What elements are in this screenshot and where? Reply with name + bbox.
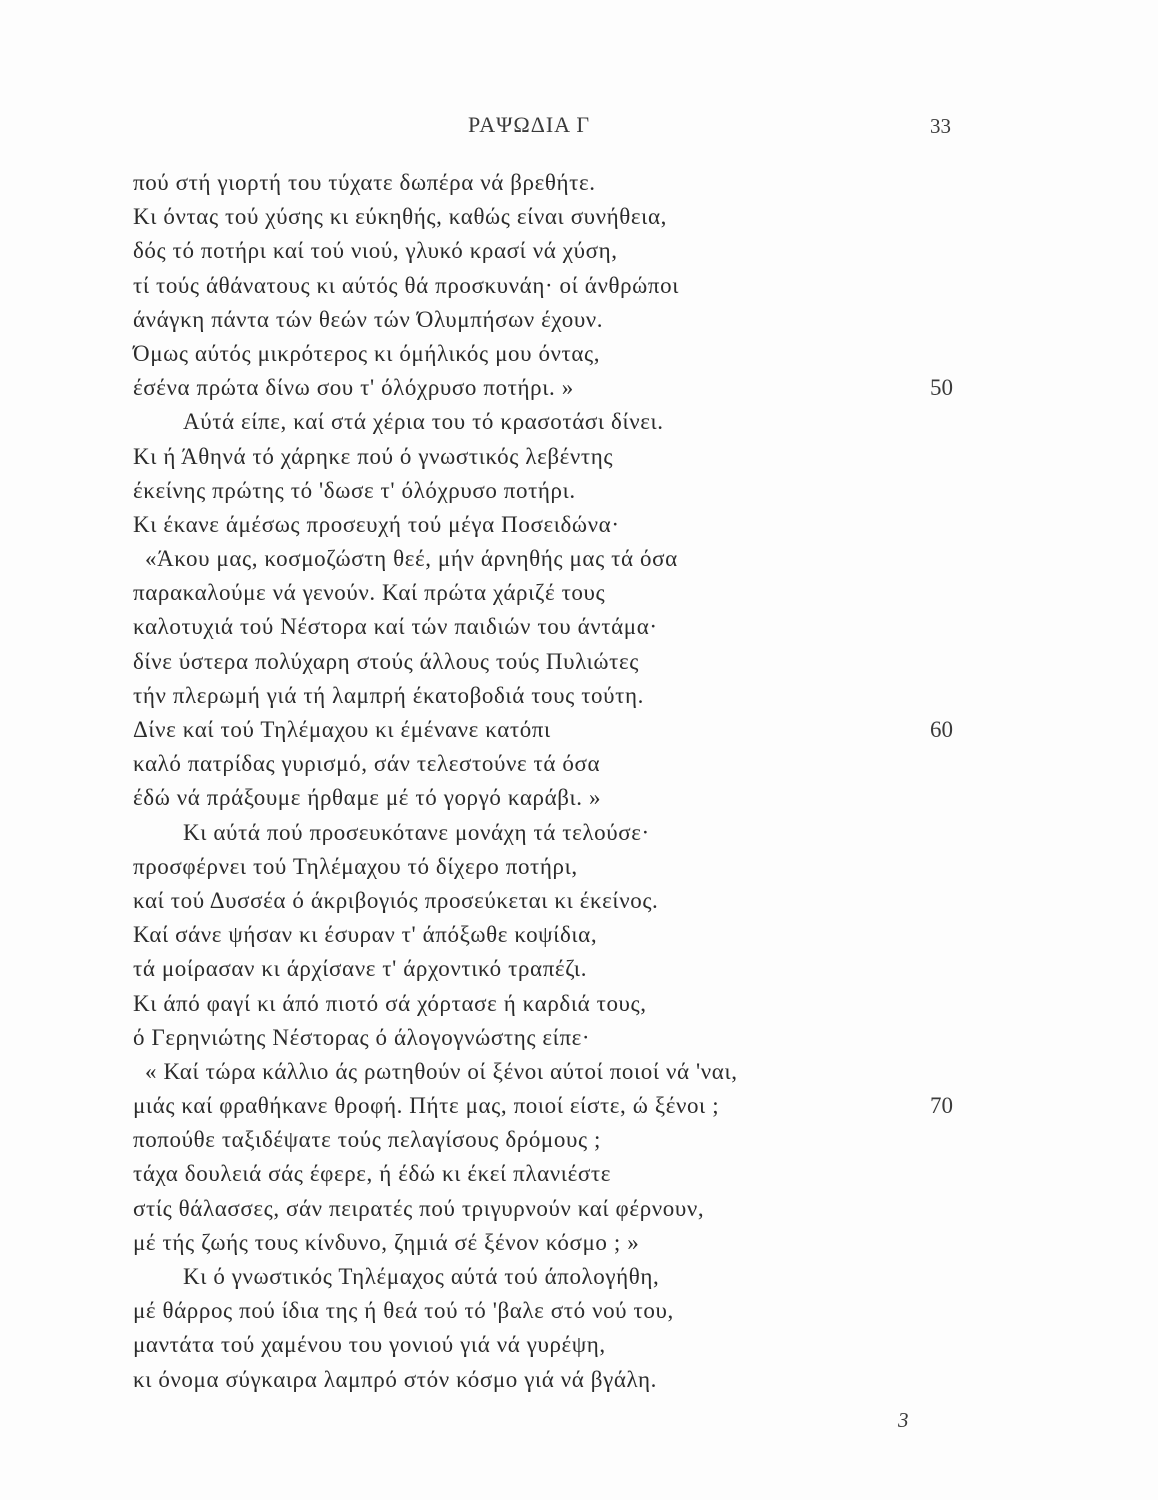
verse-line [0,576,1158,610]
verse-text: καλό πατρίδας γυρισμό, σάν τελεστούνε τά όσα [133,751,601,777]
verse-line [0,816,1158,850]
verse-text: στίς θάλασσες, σάν πειρατές πού τριγυρνούν καί φέρνουν, [133,1195,705,1221]
verse-line [0,747,1158,781]
verse-text: άνάγκη πάντα τών θεών τών Όλυμπήσων έχουν. [133,306,604,332]
verse-line [0,1192,1158,1226]
verse-text: έσένα πρώτα δίνω σου τ' όλόχρυσο ποτήρι. » [133,375,574,401]
verse-line [0,508,1158,542]
verse-line [0,337,1158,371]
verse-text: τά μοίρασαν κι άρχίσανε τ' άρχοντικό τραπέζι. [133,956,588,982]
verse-line [0,474,1158,508]
verse-text: μέ θάρρος πού ίδια της ή θεά τού τό 'βαλε στό νού του, [133,1298,674,1324]
verse-text: έκείνης πρώτης τό 'δωσε τ' όλόχρυσο ποτήρι. [133,477,576,503]
verse-text: Δίνε καί τού Τηλέμαχου κι έμένανε κατόπι [133,717,551,742]
verse-line [0,713,1158,747]
verse-line [0,371,1158,405]
verse-text: ό Γερηνιώτης Νέστορας ό άλογογνώστης είπε· [133,1024,591,1050]
verse-line [0,918,1158,952]
verse-line [0,1021,1158,1055]
verse-text: προσφέρνει τού Τηλέμαχου τό δίχερο ποτήρι, [133,853,578,879]
verse-line [0,234,1158,268]
verse-text: Κι όντας τού χύσης κι εύκηθής, καθώς είναι συνήθεια, [133,204,667,230]
verse-line [0,200,1158,234]
verse-text: παρακαλούμε νά γενούν. Καί πρώτα χάριζέ τους [133,580,606,606]
verse-line [0,884,1158,918]
verse-block [0,166,1158,1397]
verse-text: μιάς καί φραθήκανε θροφή. Πήτε μας, ποιοί είστε, ώ ξένοι ; [133,1093,720,1119]
verse-line [0,1294,1158,1328]
verse-line [0,303,1158,337]
verse-line [0,952,1158,986]
verse-text: Αύτά είπε, καί στά χέρια του τό κρασοτάσι δίνει. [183,409,664,435]
line-number: 60 [930,717,953,742]
verse-line [0,781,1158,815]
verse-text: Κι ή Άθηνά τό χάρηκε πού ό γνωστικός λεβέντης [133,443,614,469]
verse-text: Κι ό γνωστικός Τηλέμαχος αύτά τού άπολογήθη, [183,1264,660,1289]
verse-text: « Καί τώρα κάλλιο άς ρωτηθούν οί ξένοι αύτοί ποιοί νά 'ναι, [145,1058,738,1084]
verse-line [0,610,1158,644]
verse-text: Κι αύτά πού προσευκότανε μονάχη τά τελούσε· [183,819,650,845]
verse-text: Κι άπό φαγί κι άπό πιοτό σά χόρτασε ή καρδιά τους, [133,990,647,1016]
verse-text: τάχα δουλειά σάς έφερε, ή έδώ κι έκεί πλανιέστε [133,1161,611,1187]
running-head [0,112,1158,142]
verse-line [0,1123,1158,1157]
verse-line [0,679,1158,713]
verse-text: τήν πλερωμή γιά τή λαμπρή έκατοβοδιά τους τούτη. [133,682,644,708]
verse-line [0,166,1158,200]
verse-line [0,542,1158,576]
verse-line [0,405,1158,439]
verse-line [0,1226,1158,1260]
line-number: 70 [930,1093,953,1119]
verse-line [0,1089,1158,1123]
verse-text: Κι έκανε άμέσως προσευχή τού μέγα Ποσειδώνα· [133,511,620,537]
verse-text: καλοτυχιά τού Νέστορα καί τών παιδιών του άντάμα· [133,614,658,640]
verse-text: μέ τής ζωής τους κίνδυνο, ζημιά σέ ξένον κόσμο ; » [133,1229,640,1255]
verse-line [0,1260,1158,1294]
verse-text: Καί σάνε ψήσαν κι έσυραν τ' άπόξωθε κοψίδια, [133,922,598,948]
verse-line [0,987,1158,1021]
verse-line [0,1328,1158,1362]
verse-text: έδώ νά πράξουμε ήρθαμε μέ τό γοργό καράβι. » [133,785,602,811]
verse-line [0,1157,1158,1191]
line-number: 50 [930,375,953,401]
verse-line [0,269,1158,303]
verse-line [0,645,1158,679]
verse-text: «Άκου μας, κοσμοζώστη θεέ, μήν άρνηθής μας τά όσα [145,546,678,572]
verse-line [0,850,1158,884]
chapter-title: ΡΑΨΩΔΙΑ Γ [468,112,591,137]
printer-signature-mark: 3 [898,1408,909,1432]
verse-text: Όμως αύτός μικρότερος κι όμήλικός μου όντας, [133,340,601,366]
verse-text: μαντάτα τού χαμένου του γονιού γιά νά γυρέψη, [133,1332,606,1358]
verse-text: δός τό ποτήρι καί τού νιού, γλυκό κρασί νά χύση, [133,238,618,264]
verse-text: δίνε ύστερα πολύχαρη στούς άλλους τούς Πυλιώτες [133,648,639,674]
verse-text: κι όνομα σύγκαιρα λαμπρό στόν κόσμο γιά νά βγάλη. [133,1366,658,1392]
page-number: 33 [930,114,951,138]
verse-text: τί τούς άθάνατους κι αύτός θά προσκυνάη· οί άνθρώποι [133,272,679,298]
verse-text: πού στή γιορτή του τύχατε δωπέρα νά βρεθήτε. [133,170,596,195]
verse-line [0,440,1158,474]
verse-text: καί τού Δυσσέα ό άκριβογιός προσεύκεται κι έκείνος. [133,887,659,913]
verse-text: ποπούθε ταξιδέψατε τούς πελαγίσους δρόμους ; [133,1127,602,1153]
verse-line [0,1363,1158,1397]
verse-line [0,1055,1158,1089]
